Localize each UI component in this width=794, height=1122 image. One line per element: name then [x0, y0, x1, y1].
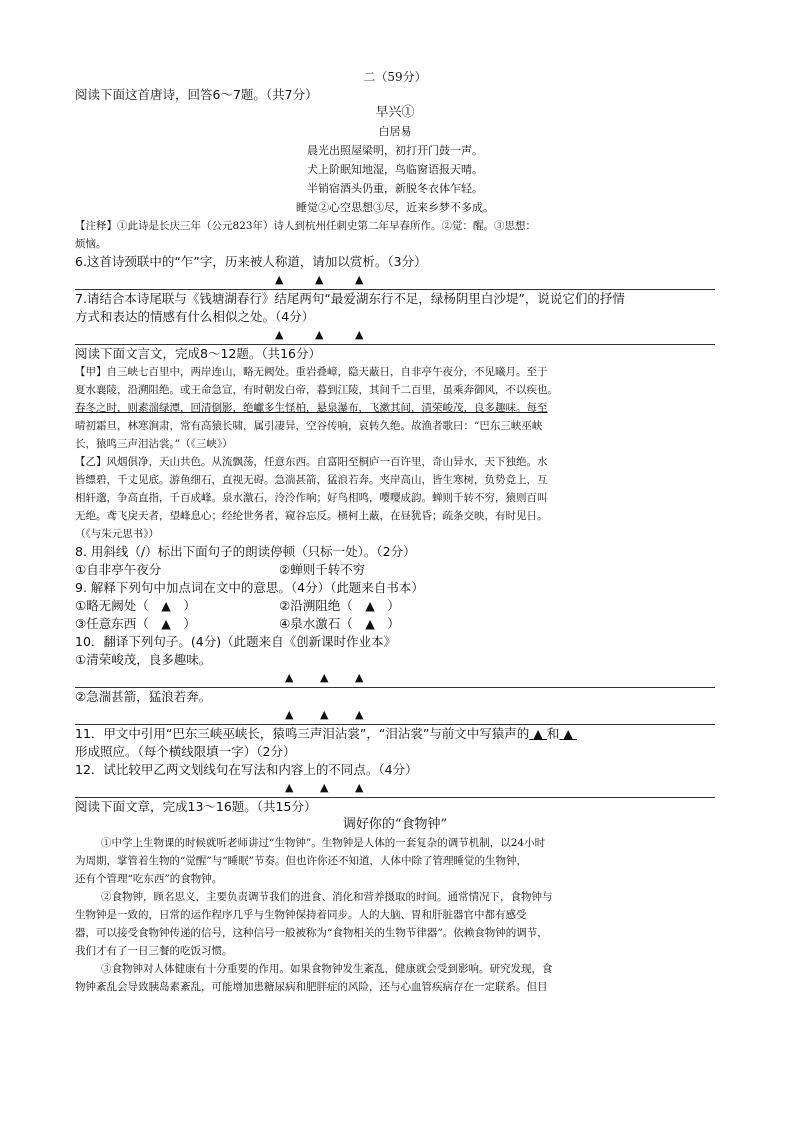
article-paragraph-line: 物钟紊乱会导致胰岛素紊乱，可能增加患糖尿病和肥胖症的风险，还与心血管疾病存在一定联系。但目	[75, 981, 548, 993]
exam-page	[75, 68, 715, 996]
question-8: 8. 用斜线（/）标出下面句子的朗读停顿（只标一处）。（2分）	[75, 544, 416, 559]
poem-note: 【注释】①此诗是长庆三年（公元823年）诗人到杭州任刺史第二年早春所作。②觉：醒。③思想：	[75, 220, 537, 232]
question-11-cont: 形成照应。（每个横线限填一字）（2分）	[75, 744, 296, 759]
article-paragraph-3: ③食物钟对人体健康有十分重要的作用。如果食物钟发生紊乱，健康就会受到影响。研究发现，食	[101, 963, 553, 975]
article-paragraph-line: 我们才有了一日三餐的吃饭习惯。	[75, 945, 233, 957]
answer-marker: ▲	[320, 708, 329, 721]
q9-item-a[interactable]: ①略无阙处（ ▲ ）	[75, 598, 196, 613]
answer-marker: ▲	[355, 273, 364, 286]
passage-jia-line: 春冬之时，则素湍绿潭，回清倒影，绝巘多生怪柏，悬泉瀑布，飞漱其间，清荣峻茂，良多趣味。每至	[75, 402, 548, 414]
passage-jia-line: 夏水襄陵，沿溯阻绝。或王命急宣，有时朝发白帝，暮到江陵，其间千二百里，虽乘奔御风，不以疾也。	[75, 384, 558, 396]
q10-sentence-b: ②急湍甚箭，猛浪若奔。	[75, 689, 212, 704]
article-paragraph-1: ①中学上生物课的时候就听老师讲过“生物钟”。生物钟是人体的一套复杂的调节机制，以24小时	[101, 837, 546, 849]
passage-yi-line: 【乙】风烟俱净，天山共色。从流飘荡，任意东西。自富阳至桐庐一百许里，奇山异水，天下独绝。水	[75, 456, 548, 468]
question-11-text: 11．甲文中引用“巴东三峡巫峡长，猿鸣三声泪沾裳”，“泪沾裳”与前文中写猿声的	[75, 726, 530, 741]
q9-item-d[interactable]: ④泉水激石（ ▲ ）	[278, 616, 400, 631]
answer-line-q7[interactable]	[75, 326, 715, 345]
poem-title: 早兴①	[375, 105, 415, 120]
article-title: 调好你的“食物钟”	[342, 817, 448, 832]
answer-line-q6[interactable]	[75, 271, 715, 290]
passage-yi-line: 相轩邈，争高直指，千百成峰。泉水激石，泠泠作响；好鸟相鸣，嘤嘤成韵。蝉则千转不穷，猿则百叫	[75, 492, 548, 504]
answer-line-q12[interactable]	[75, 779, 715, 798]
answer-marker: ▲	[563, 726, 574, 741]
answer-marker: ▲	[355, 328, 364, 341]
passage-yi-line: 无绝。鸢飞戾天者，望峰息心；经纶世务者，窥谷忘反。横柯上蔽，在昼犹昏；疏条交映，有时见日。	[75, 510, 548, 522]
poem-note-cont: 烦恼。	[75, 238, 107, 250]
q11-and: 和	[546, 726, 560, 741]
passage-jia-line: 【甲】自三峡七百里中，两岸连山，略无阙处。重岩叠嶂，隐天蔽日，自非亭午夜分，不见曦月。至于	[75, 366, 548, 378]
q10-sentence-a: ①清荣峻茂，良多趣味。	[75, 652, 212, 667]
poem-line: 晨光出照屋梁明，初打开门鼓一声。	[307, 144, 483, 157]
q8-option-a[interactable]: ①自非亭午夜分	[75, 562, 162, 577]
poem-section-intro: 阅读下面这首唐诗，回答6～7题。（共7分）	[75, 87, 318, 102]
article-paragraph-line: 还有个管理“吃东西”的食物钟。	[75, 873, 223, 885]
article-paragraph-line: 生物钟是一致的，日常的运作程序几乎与生物钟保持着同步。人的大脑、胃和肝脏器官中都有感受	[75, 909, 527, 921]
answer-marker: ▲	[285, 671, 294, 684]
answer-marker: ▲	[355, 671, 364, 684]
answer-marker: ▲	[275, 328, 284, 341]
q11-blank-2[interactable]	[559, 726, 577, 741]
passage-jia-line: 长，猿鸣三声泪沾裳。”（《三峡》）	[75, 438, 233, 450]
answer-marker: ▲	[533, 726, 543, 741]
answer-line-q10b[interactable]	[75, 706, 715, 725]
wenyan-section-intro: 阅读下面文言文，完成8～12题。（共16分）	[75, 346, 322, 361]
answer-marker: ▲	[320, 781, 329, 794]
question-6: 6.这首诗颈联中的“乍”字，历来被人称道，请加以赏析。（3分）	[75, 254, 427, 269]
passage-yi-line: 皆缥碧，千丈见底。游鱼细石，直视无碍。急湍甚箭，猛浪若奔。夹岸高山，皆生寒树，负势竞上，互	[75, 474, 548, 486]
answer-marker: ▲	[355, 708, 364, 721]
question-12: 12．试比较甲乙两文划线句在写法和内容上的不同点。（4分）	[75, 762, 418, 777]
q9-item-c[interactable]: ③任意东西（ ▲ ）	[75, 616, 196, 631]
answer-marker: ▲	[315, 273, 324, 286]
answer-marker: ▲	[285, 781, 294, 794]
article-section-intro: 阅读下面文章，完成13～16题。（共15分）	[75, 799, 317, 814]
question-11	[75, 725, 715, 743]
answer-marker: ▲	[320, 671, 329, 684]
question-10: 10．翻译下列句子。(4分)（此题来自《创新课时作业本》	[75, 634, 397, 649]
article-paragraph-2: ②食物钟，顾名思义，主要负责调节我们的进食、消化和营养摄取的时间。通常情况下，食物钟与	[101, 891, 553, 903]
answer-marker: ▲	[285, 708, 294, 721]
answer-marker: ▲	[315, 328, 324, 341]
q11-blank-1[interactable]	[529, 726, 547, 741]
passage-source: （《与朱元思书》）	[75, 528, 159, 540]
passage-jia-line: 晴初霜旦，林寒涧肃，常有高猿长啸，属引凄异，空谷传响，哀转久绝。故渔者歌曰：“巴东三峡巫峡	[75, 420, 543, 432]
answer-marker: ▲	[275, 273, 284, 286]
poem-line: 犬上阶眠知地湿，鸟临窗语报天晴。	[307, 163, 483, 176]
question-9: 9. 解释下列句中加点词在文中的意思。（4分）（此题来自书本）	[75, 580, 424, 595]
section-header: 二（59分）	[363, 70, 427, 84]
answer-marker: ▲	[355, 781, 364, 794]
question-7: 7.请结合本诗尾联与《钱塘湖春行》结尾两句“最爱湖东行不足，绿杨阴里白沙堤”，说说它们的抒情	[75, 291, 625, 306]
article-paragraph-line: 器，可以接受食物钟传递的信号，这种信号一般被称为“食物相关的生物节律器”。依赖食物钟的调节，	[75, 927, 548, 939]
poem-line: 半销宿酒头仍重，新脱冬衣体乍轻。	[307, 182, 483, 195]
poem-line: 睡觉②心空思想③尽，近来乡梦不多成。	[296, 201, 494, 214]
article-paragraph-line: 为周期，掌管着生物的“觉醒”与“睡眠”节奏。但也许你还不知道，人体中除了管理睡觉的生物钟，	[75, 855, 527, 867]
q9-item-b[interactable]: ②沿溯阻绝（ ▲ ）	[278, 598, 400, 613]
poem-author: 白居易	[378, 125, 412, 138]
answer-line-q10a[interactable]	[75, 669, 715, 688]
question-7-cont: 方式和表达的情感有什么相似之处。（4分）	[75, 309, 315, 324]
q8-option-b[interactable]: ②蝉则千转不穷	[278, 562, 366, 577]
